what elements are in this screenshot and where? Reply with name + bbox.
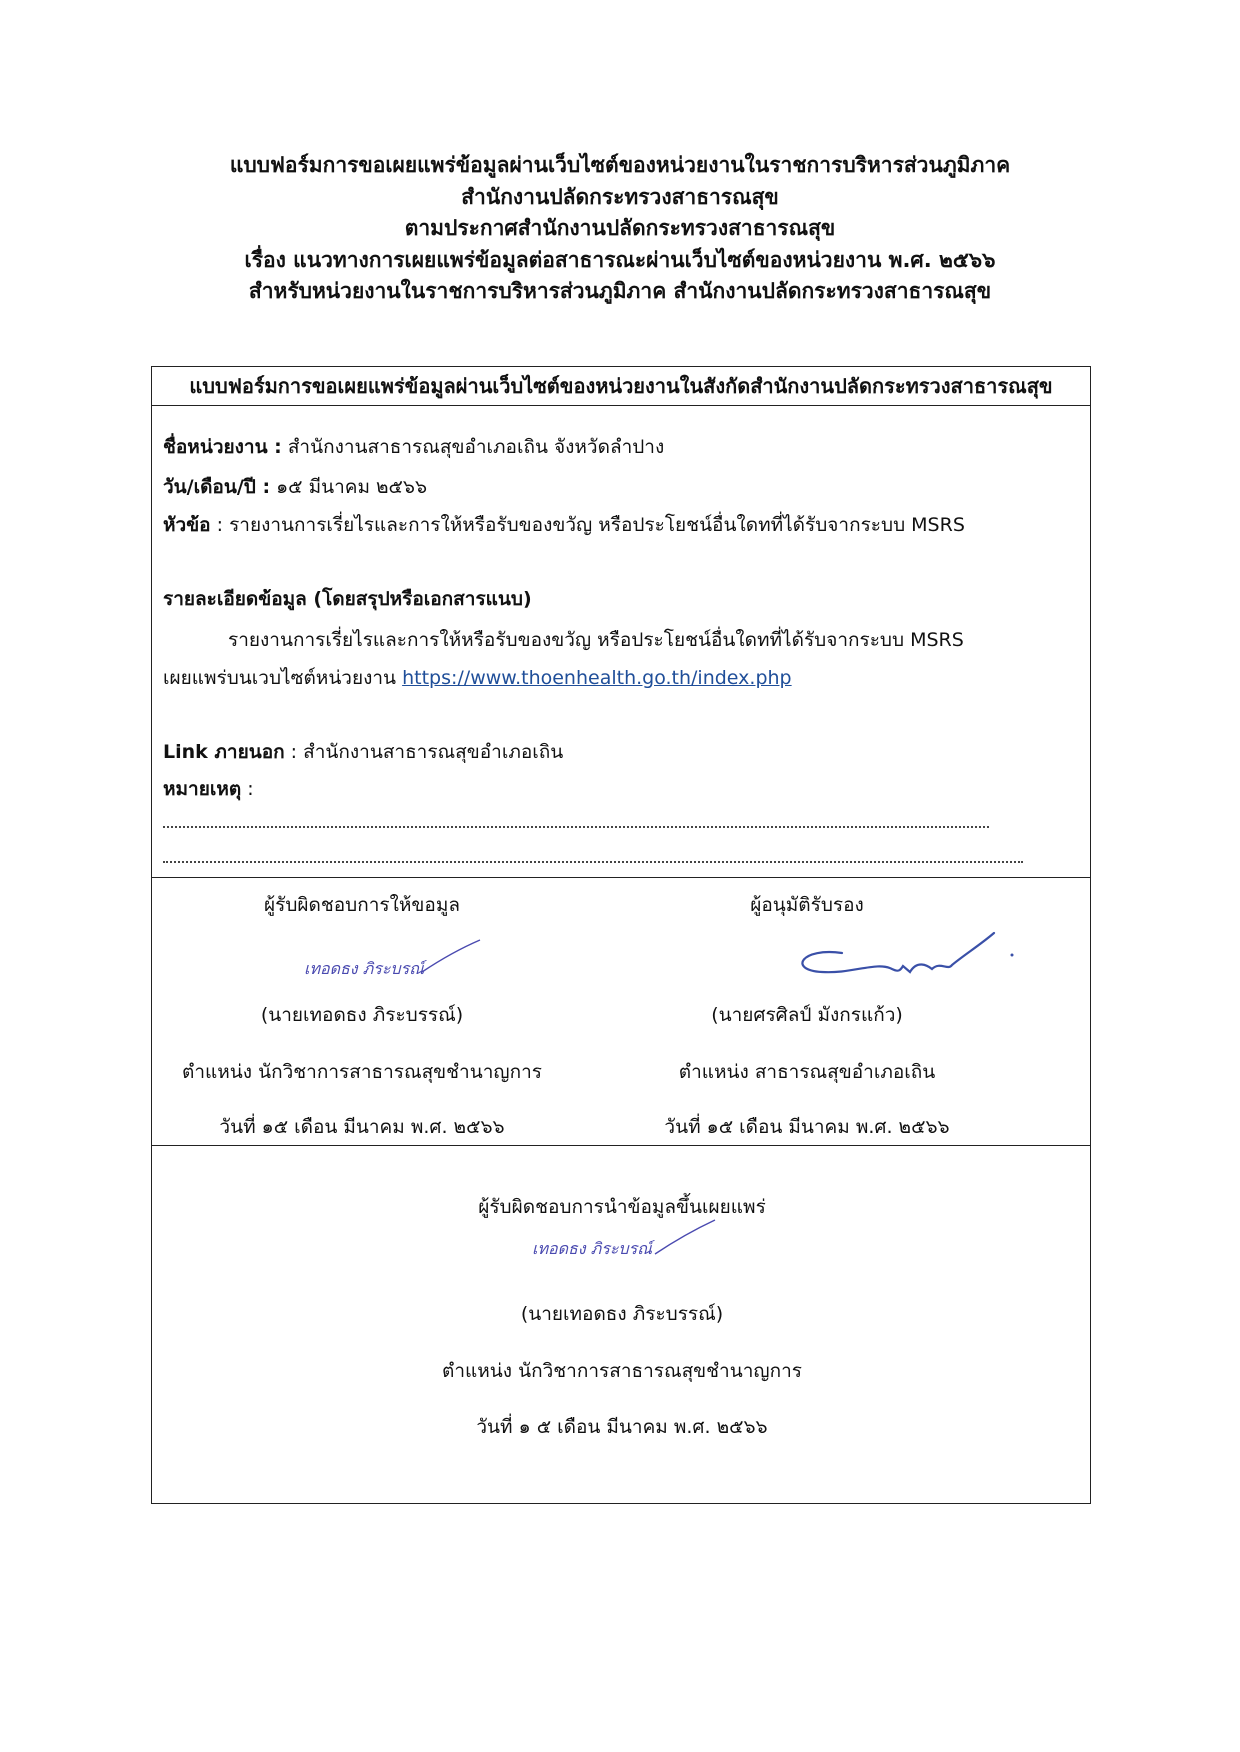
publisher-signature bbox=[530, 1212, 720, 1272]
publisher-role: ผู้รับผิดชอบการนำข้อมูลขึ้นเผยแพร่ bbox=[478, 1196, 766, 1218]
document-heading bbox=[0, 150, 1240, 308]
heading-line-1: แบบฟอร์มการขอเผยแพร่ข้อมูลผ่านเว็บไซต์ของหน่วยงานในราชการบริหารส่วนภูมิภาค bbox=[229, 153, 1011, 177]
remark-label: หมายเหตุ bbox=[163, 778, 242, 800]
details-label: รายละเอียดข้อมูล (โดยสรุปหรือเอกสารแนบ) bbox=[163, 588, 532, 610]
approver-name: (นายศรศิลป์ มังกรแก้ว) bbox=[711, 1004, 903, 1026]
divider bbox=[152, 877, 1090, 878]
topic-row bbox=[163, 510, 965, 540]
publisher-position: ตำแหน่ง นักวิชาการสาธารณสุขชำนาญการ bbox=[442, 1360, 802, 1382]
approver-role: ผู้อนุมัติรับรอง bbox=[750, 894, 864, 916]
remark-value: : bbox=[241, 778, 254, 800]
provider-role: ผู้รับผิดชอบการให้ขอมูล bbox=[264, 894, 460, 916]
divider bbox=[152, 405, 1090, 406]
external-link-label: Link ภายนอก bbox=[163, 741, 285, 763]
remark-row bbox=[163, 774, 254, 804]
divider bbox=[152, 1145, 1090, 1146]
date-value: ๑๕ มีนาคม ๒๕๖๖ bbox=[270, 476, 428, 498]
details-text-1: รายงานการเรี่ยไรและการให้หรือรับของขวัญ หรือประโยชน์อื่นใดทที่ได้รับจากระบบ MSRS bbox=[228, 629, 964, 651]
agency-row bbox=[163, 432, 664, 462]
publisher-signature-text: เทอดธง ภิระบรณ์ bbox=[532, 1239, 653, 1258]
heading-line-5: สำหรับหน่วยงานในราชการบริหารส่วนภูมิภาค สำนักงานปลัดกระทรวงสาธารณสุข bbox=[248, 279, 992, 303]
provider-date: วันที่ ๑๕ เดือน มีนาคม พ.ศ. ๒๕๖๖ bbox=[219, 1116, 505, 1138]
publisher-name: (นายเทอดธง ภิระบรรณ์) bbox=[520, 1303, 724, 1325]
details-link-prefix: เผยแพร่บนเวบไซต์หน่วยงาน bbox=[163, 667, 403, 689]
website-link[interactable]: https://www.thoenhealth.go.th/index.php bbox=[402, 667, 792, 689]
heading-line-4: เรื่อง แนวทางการเผยแพร่ข้อมูลต่อสาธารณะผ่านเว็บไซต์ของหน่วยงาน พ.ศ. ๒๕๖๖ bbox=[244, 247, 996, 272]
approver-date: วันที่ ๑๕ เดือน มีนาคม พ.ศ. ๒๕๖๖ bbox=[664, 1116, 950, 1138]
form-title: แบบฟอร์มการขอเผยแพร่ข้อมูลผ่านเว็บไซต์ของหน่วยงานในสังกัดสำนักงานปลัดกระทรวงสาธารณสุข bbox=[189, 374, 1053, 398]
external-link-row bbox=[163, 737, 563, 767]
heading-line-2: สำนักงานปลัดกระทรวงสาธารณสุข bbox=[461, 184, 779, 209]
approver-signature bbox=[782, 925, 1022, 985]
request-form bbox=[151, 366, 1091, 1504]
provider-position: ตำแหน่ง นักวิชาการสาธารณสุขชำนาญการ bbox=[182, 1061, 542, 1083]
publisher-date: วันที่ ๑ ๕ เดือน มีนาคม พ.ศ. ๒๕๖๖ bbox=[476, 1416, 768, 1438]
details-text-2 bbox=[163, 663, 792, 693]
provider-signature-text: เทอดธง ภิระบรณ์ bbox=[304, 959, 425, 978]
remark-dotted-line bbox=[163, 861, 1023, 863]
external-link-value: : สำนักงานสาธารณสุขอำเภอเถิน bbox=[284, 741, 564, 763]
approver-position: ตำแหน่ง สาธารณสุขอำเภอเถิน bbox=[678, 1061, 936, 1083]
agency-label: ชื่อหน่วยงาน : bbox=[163, 436, 282, 458]
details-row bbox=[163, 584, 532, 614]
provider-signature bbox=[302, 932, 487, 992]
agency-value: สำนักงานสาธารณสุขอำเภอเถิน จังหวัดลำปาง bbox=[281, 436, 665, 458]
topic-value: : รายงานการเรี่ยไรและการให้หรือรับของขวัญ หรือประโยชน์อื่นใดทที่ได้รับจากระบบ MSRS bbox=[210, 514, 965, 536]
topic-label: หัวข้อ bbox=[163, 514, 211, 536]
heading-line-3: ตามประกาศสำนักงานปลัดกระทรวงสาธารณสุข bbox=[404, 216, 836, 240]
provider-name: (นายเทอดธง ภิระบรรณ์) bbox=[260, 1004, 464, 1026]
date-row bbox=[163, 472, 427, 502]
date-label: วัน/เดือน/ปี : bbox=[163, 476, 271, 498]
remark-dotted-line bbox=[163, 826, 989, 828]
